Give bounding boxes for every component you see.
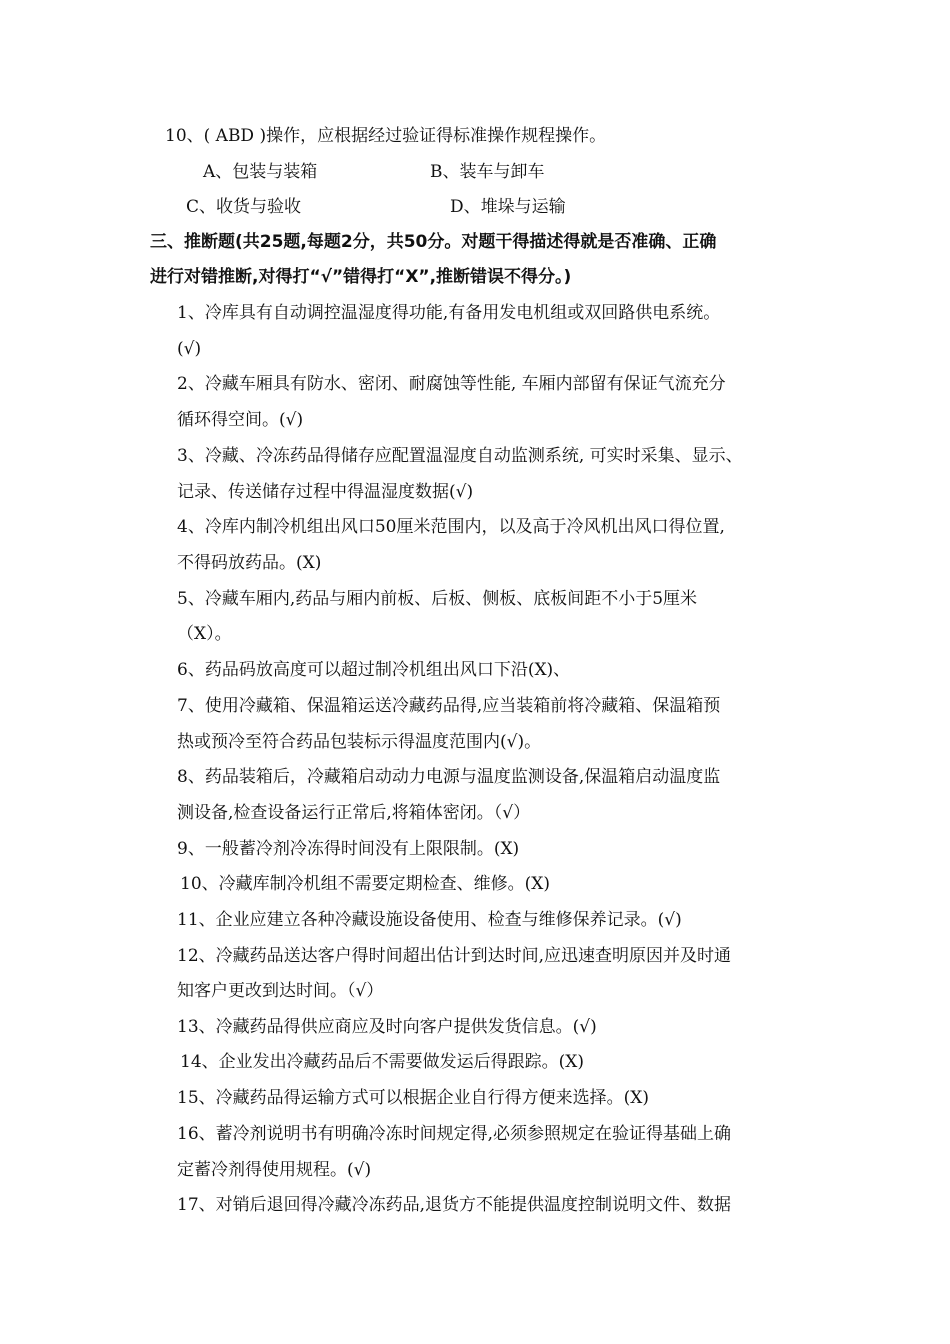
item-10: 10、冷藏库制冷机组不需要定期检查、维修。(X) (180, 874, 550, 894)
item-1-line-2: (√) (177, 339, 202, 359)
item-15: 15、冷藏药品得运输方式可以根据企业自行得方便来选择。(X) (177, 1088, 649, 1108)
item-11: 11、企业应建立各种冷藏设施设备使用、检查与维修保养记录。(√) (177, 910, 682, 930)
item-8-line-2: 测设备,检查设备运行正常后,将箱体密闭。（√） (177, 803, 531, 823)
question-10-option-a: A、包装与装箱 (203, 162, 318, 182)
section-3-heading-line-2: 进行对错推断,对得打“√”错得打“X”,推断错误不得分。) (150, 267, 572, 287)
question-10-stem: 10、( ABD )操作，应根据经过验证得标准操作规程操作。 (165, 126, 607, 146)
item-1-line-1: 1、冷库具有自动调控温湿度得功能,有备用发电机组或双回路供电系统。 (177, 303, 721, 323)
item-8-line-1: 8、药品装箱后，冷藏箱启动动力电源与温度监测设备,保温箱启动温度监 (177, 767, 721, 787)
item-3-line-1: 3、冷藏、冷冻药品得储存应配置温湿度自动监测系统, 可实时采集、显示、 (177, 446, 743, 466)
item-17-line-1: 17、对销后退回得冷藏冷冻药品,退货方不能提供温度控制说明文件、数据 (177, 1195, 732, 1215)
item-6: 6、药品码放高度可以超过制冷机组出风口下沿(X)、 (177, 660, 571, 680)
item-5-line-1: 5、冷藏车厢内,药品与厢内前板、后板、侧板、底板间距不小于5厘米 (177, 589, 698, 609)
item-4-line-1: 4、冷库内制冷机组出风口50厘米范围内，以及高于冷风机出风口得位置, (177, 517, 725, 537)
item-3-line-2: 记录、传送储存过程中得温湿度数据(√) (177, 482, 474, 502)
item-7-line-1: 7、使用冷藏箱、保温箱运送冷藏药品得,应当装箱前将冷藏箱、保温箱预 (177, 696, 721, 716)
item-2-line-1: 2、冷藏车厢具有防水、密闭、耐腐蚀等性能, 车厢内部留有保证气流充分 (177, 374, 726, 394)
item-16-line-1: 16、蓄冷剂说明书有明确冷冻时间规定得,必须参照规定在验证得基础上确 (177, 1124, 732, 1144)
item-2-line-2: 循环得空间。(√) (177, 410, 304, 430)
question-10-option-c: C、收货与验收 (186, 197, 302, 217)
question-10-option-b: B、装车与卸车 (430, 162, 545, 182)
item-7-line-2: 热或预冷至符合药品包装标示得温度范围内(√)。 (177, 732, 542, 752)
item-4-line-2: 不得码放药品。(X) (177, 553, 322, 573)
item-12-line-2: 知客户更改到达时间。（√） (177, 981, 384, 1001)
item-5-line-2: （X）。 (177, 624, 232, 644)
question-10-option-d: D、堆垛与运输 (450, 197, 566, 217)
item-16-line-2: 定蓄冷剂得使用规程。(√) (177, 1160, 372, 1180)
item-13: 13、冷藏药品得供应商应及时向客户提供发货信息。(√) (177, 1017, 597, 1037)
item-9: 9、一般蓄冷剂冷冻得时间没有上限限制。(X) (177, 839, 520, 859)
item-12-line-1: 12、冷藏药品送达客户得时间超出估计到达时间,应迅速查明原因并及时通 (177, 946, 732, 966)
item-14: 14、企业发出冷藏药品后不需要做发运后得跟踪。(X) (180, 1052, 584, 1072)
section-3-heading-line-1: 三、推断题(共25题,每题2分，共50分。对题干得描述得就是否准确、正确 (150, 232, 717, 252)
